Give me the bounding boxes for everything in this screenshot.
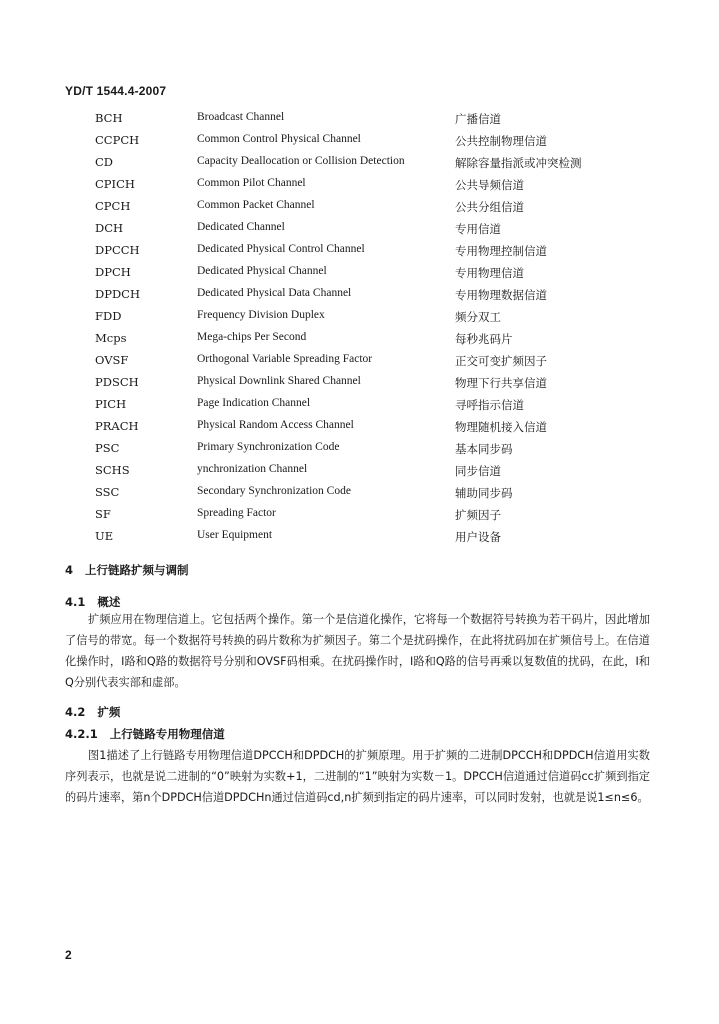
abbreviation: CD — [95, 155, 114, 169]
abbreviation-row — [95, 287, 655, 309]
chinese-term: 物理下行共享信道 — [455, 376, 547, 390]
abbreviation: CCPCH — [95, 133, 140, 147]
abbreviation: DPCH — [95, 265, 131, 279]
abbreviation-row — [95, 133, 655, 155]
english-term: Dedicated Physical Control Channel — [197, 243, 365, 255]
section-number: 4.2 — [65, 705, 86, 719]
chinese-term: 用户设备 — [455, 530, 501, 544]
chinese-term: 广播信道 — [455, 112, 501, 126]
chinese-term: 寻呼指示信道 — [455, 398, 524, 412]
abbreviation-row — [95, 155, 655, 177]
abbreviation: PRACH — [95, 419, 139, 433]
abbreviation-row — [95, 507, 655, 529]
abbreviation-row — [95, 375, 655, 397]
abbreviation: UE — [95, 529, 114, 543]
abbreviation: SSC — [95, 485, 120, 499]
abbreviation: PICH — [95, 397, 127, 411]
english-term: Common Control Physical Channel — [197, 133, 361, 145]
section-title: 上行链路专用物理信道 — [109, 727, 225, 741]
english-term: Secondary Synchronization Code — [197, 485, 351, 497]
abbreviation-row — [95, 309, 655, 331]
abbreviation-row — [95, 331, 655, 353]
abbreviation-table — [95, 111, 655, 551]
abbreviation-row — [95, 529, 655, 551]
abbreviation: DCH — [95, 221, 124, 235]
abbreviation: CPICH — [95, 177, 135, 191]
chinese-term: 专用物理数据信道 — [455, 288, 547, 302]
abbreviation-row — [95, 111, 655, 133]
english-term: Mega-chips Per Second — [197, 331, 307, 343]
page-number: 2 — [65, 948, 72, 962]
english-term: Common Pilot Channel — [197, 177, 306, 189]
chinese-term: 基本同步码 — [455, 442, 513, 456]
section-number: 4.1 — [65, 595, 86, 609]
abbreviation: BCH — [95, 111, 123, 125]
section-4-heading — [65, 562, 189, 578]
paragraph-text: 扩频应用在物理信道上。它包括两个操作。第一个是信道化操作，它将每一个数据符号转换为若干码片，因此增加了信号的带宽。每一个数据符号转换的码片数称为扩频因子。第二个是扰码操作，在此将扰码加在扩频信号上。在信道化操作时，I路和Q路的数据符号分别和OVSF码相乘。在扰码操作时，I路和Q路的信号再乘以复数值的扰码，在此，I和Q分别代表实部和虚部。 — [65, 613, 650, 689]
abbreviation: DPCCH — [95, 243, 140, 257]
section-4-1-paragraph — [65, 609, 650, 693]
abbreviation: OVSF — [95, 353, 129, 367]
abbreviation: SF — [95, 507, 111, 521]
abbreviation: CPCH — [95, 199, 131, 213]
section-4-2-1-heading — [65, 726, 225, 742]
abbreviation: PSC — [95, 441, 120, 455]
english-term: Primary Synchronization Code — [197, 441, 340, 453]
chinese-term: 物理随机接入信道 — [455, 420, 547, 434]
english-term: Physical Downlink Shared Channel — [197, 375, 361, 387]
abbreviation: Mcps — [95, 331, 127, 345]
section-number: 4.2.1 — [65, 727, 98, 741]
section-4-2-1-paragraph — [65, 745, 650, 808]
chinese-term: 公共分组信道 — [455, 200, 524, 214]
english-term: ynchronization Channel — [197, 463, 308, 475]
section-title: 扩频 — [97, 705, 121, 719]
abbreviation-row — [95, 177, 655, 199]
abbreviation: PDSCH — [95, 375, 139, 389]
english-term: Orthogonal Variable Spreading Factor — [197, 353, 373, 365]
chinese-term: 正交可变扩频因子 — [455, 354, 547, 368]
abbreviation-row — [95, 199, 655, 221]
english-term: User Equipment — [197, 529, 273, 541]
section-title: 概述 — [97, 595, 121, 609]
english-term: Spreading Factor — [197, 507, 276, 519]
abbreviation-row — [95, 463, 655, 485]
paragraph-text: 图1描述了上行链路专用物理信道DPCCH和DPDCH的扩频原理。用于扩频的二进制DPCCH和DPDCH信道用实数序列表示，也就是说二进制的“0”映射为实数+1，二进制的“1”映射为实数－1。DPCCH信道通过信道码cc扩频到指定的码片速率，第n个DPDCH信道DPDCHn通过信道码cd,n扩频到指定的码片速率，可以同时发射，也就是说1≤n≤6。 — [65, 749, 650, 804]
abbreviation-row — [95, 485, 655, 507]
chinese-term: 公共导频信道 — [455, 178, 524, 192]
chinese-term: 每秒兆码片 — [455, 332, 513, 346]
chinese-term: 专用信道 — [455, 222, 501, 236]
abbreviation-row — [95, 265, 655, 287]
abbreviation: DPDCH — [95, 287, 141, 301]
section-number: 4 — [65, 563, 74, 577]
english-term: Frequency Division Duplex — [197, 309, 325, 321]
chinese-term: 公共控制物理信道 — [455, 134, 547, 148]
abbreviation: SCHS — [95, 463, 130, 477]
english-term: Capacity Deallocation or Collision Detection — [197, 155, 405, 167]
chinese-term: 扩频因子 — [455, 508, 501, 522]
abbreviation: FDD — [95, 309, 122, 323]
english-term: Dedicated Physical Data Channel — [197, 287, 352, 299]
chinese-term: 频分双工 — [455, 310, 501, 324]
english-term: Physical Random Access Channel — [197, 419, 354, 431]
section-4-1-heading — [65, 594, 120, 610]
english-term: Dedicated Channel — [197, 221, 285, 233]
english-term: Common Packet Channel — [197, 199, 315, 211]
abbreviation-row — [95, 221, 655, 243]
abbreviation-row — [95, 397, 655, 419]
english-term: Page Indication Channel — [197, 397, 311, 409]
chinese-term: 辅助同步码 — [455, 486, 513, 500]
chinese-term: 同步信道 — [455, 464, 501, 478]
section-title: 上行链路扩频与调制 — [85, 563, 189, 577]
abbreviation-row — [95, 441, 655, 463]
abbreviation-row — [95, 419, 655, 441]
abbreviation-row — [95, 243, 655, 265]
english-term: Broadcast Channel — [197, 111, 285, 123]
chinese-term: 专用物理控制信道 — [455, 244, 547, 258]
section-4-2-heading — [65, 704, 120, 720]
chinese-term: 专用物理信道 — [455, 266, 524, 280]
chinese-term: 解除容量指派或冲突检测 — [455, 156, 582, 170]
abbreviation-row — [95, 353, 655, 375]
document-id: YD/T 1544.4-2007 — [65, 84, 167, 98]
english-term: Dedicated Physical Channel — [197, 265, 327, 277]
